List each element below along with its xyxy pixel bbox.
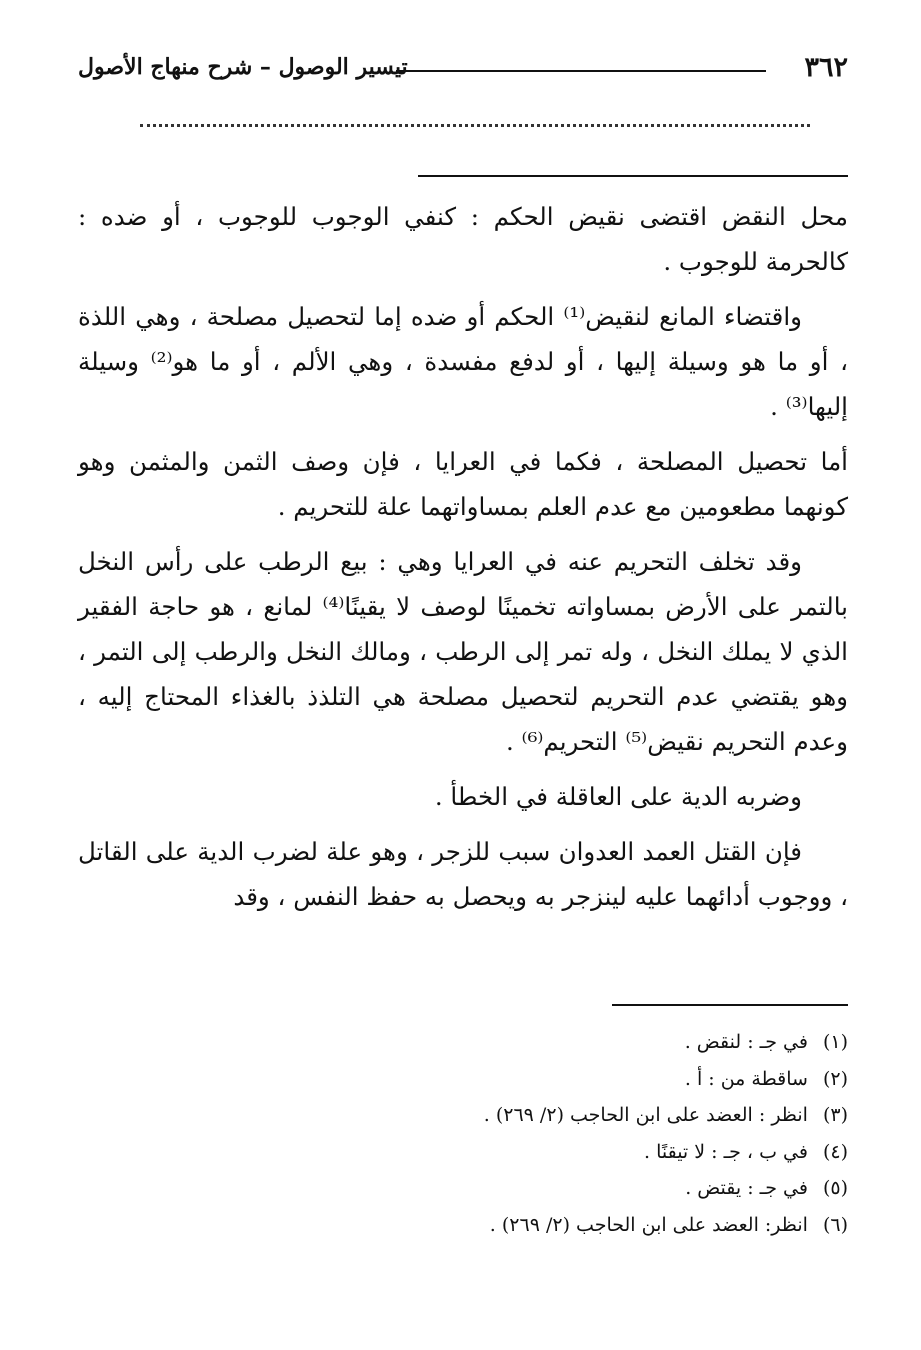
paragraph: وضربه الدية على العاقلة في الخطأ . [434, 782, 802, 811]
footnote-rule [612, 1004, 848, 1006]
footnote-text: انظر: العضد على ابن الحاجب (٢/ ٢٦٩) . [489, 1213, 808, 1236]
footnote-number: (٤) [822, 1140, 848, 1163]
paragraph: وقد تخلف التحريم عنه في العرايا وهي : بيع الرطب على رأس النخل بالتمر على الأرض بمساواته تخمينًا لوصف لا يقينًا⁽⁴⁾ لمانع ، هو حاجة الفقير الذي لا يملك النخل ، وله تمر إلى الرطب ، ومالك النخل والرطب إلى التمر ، وهو يقتضي عدم التحريم لتحصيل مصلحة هي التلذذ بالغذاء المحتاج إليه ، وعدم التحريم نقيض⁽⁵⁾ التحريم⁽⁶⁾ . [78, 547, 848, 756]
paragraph: واقتضاء المانع لنقيض⁽¹⁾ الحكم أو ضده إما لتحصيل مصلحة ، وهي اللذة ، أو ما هو وسيلة إليها ، أو لدفع مفسدة ، وهي الألم ، أو ما هو⁽²⁾ وسيلة إليها⁽³⁾ . [78, 302, 848, 421]
footnote-number: (١) [822, 1031, 848, 1053]
footnote-number: (٥) [822, 1177, 848, 1199]
footnote-number: (٦) [822, 1213, 848, 1236]
footnote [300, 1207, 848, 1244]
footnote-text: ساقطة من : أ . [684, 1067, 808, 1090]
paragraph: أما تحصيل المصلحة ، فكما في العرايا ، فإن وصف الثمن والمثمن وهو كونهما مطعومين مع عدم العلم بمساواتهما علة للتحريم . [78, 447, 848, 521]
running-title: تيسير الوصول – شرح منهاج الأصول [78, 54, 408, 80]
footnote-text: في ب ، جـ : لا تيقنًا . [643, 1140, 808, 1163]
footnote [300, 1024, 848, 1061]
dotted-separator [140, 124, 810, 127]
footnote-number: (٣) [822, 1104, 848, 1126]
footnotes [300, 1024, 848, 1243]
page-header [78, 52, 848, 92]
section-rule [418, 175, 848, 177]
footnote [300, 1097, 848, 1134]
footnote-text: في جـ : يقتض . [685, 1177, 808, 1199]
footnote-number: (٢) [822, 1067, 848, 1090]
footnote [300, 1134, 848, 1171]
page-number: ٣٦٢ [804, 52, 848, 83]
paragraph: محل النقض اقتضى نقيض الحكم : كنفي الوجوب للوجوب ، أو ضده : كالحرمة للوجوب . [78, 202, 848, 276]
main-text [78, 194, 848, 929]
header-rule [396, 70, 766, 72]
footnote-text: انظر : العضد على ابن الحاجب (٢/ ٢٦٩) . [483, 1104, 808, 1126]
footnote [300, 1170, 848, 1207]
footnote-text: في جـ : لنقض . [684, 1031, 808, 1053]
footnote [300, 1061, 848, 1098]
paragraph: فإن القتل العمد العدوان سبب للزجر ، وهو علة لضرب الدية على القاتل ، ووجوب أدائهما عليه لينزجر به ويحصل به حفظ النفس ، وقد [78, 837, 848, 911]
